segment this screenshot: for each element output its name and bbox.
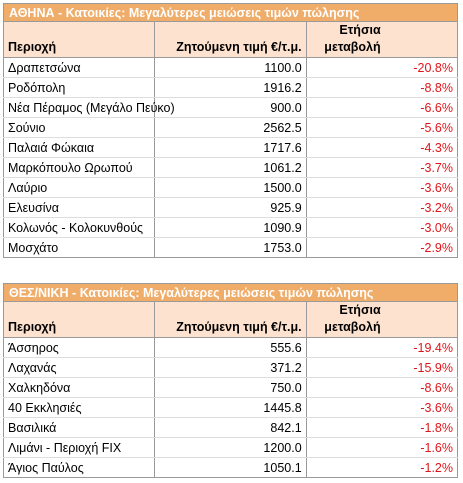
cell-change: -6.6% (306, 98, 457, 118)
cell-change: -3.2% (306, 198, 457, 218)
cell-price: 900.0 (155, 98, 306, 118)
cell-change: -3.6% (306, 178, 457, 198)
cell-change: -1.8% (306, 418, 457, 438)
table-row (4, 158, 458, 178)
table-row (4, 78, 458, 98)
cell-price: 1916.2 (155, 78, 306, 98)
cell-price: 750.0 (155, 378, 306, 398)
header-change (306, 302, 457, 338)
cell-price: 1061.2 (155, 158, 306, 178)
table-row (4, 378, 458, 398)
cell-area: Μαρκόπουλο Ωρωπού (4, 158, 155, 178)
thessaloniki-table (3, 283, 458, 478)
cell-area: Παλαιά Φώκαια (4, 138, 155, 158)
table-row (4, 338, 458, 358)
cell-area: Μοσχάτο (4, 238, 155, 258)
table-title-row (4, 4, 458, 22)
table-row (4, 198, 458, 218)
table-title: ΘΕΣ/ΝΙΚΗ - Κατοικίες: Μεγαλύτερες μειώσεις τιμών πώλησης (4, 284, 458, 302)
cell-price: 1100.0 (155, 58, 306, 78)
cell-price: 1200.0 (155, 438, 306, 458)
table-row (4, 138, 458, 158)
header-row (4, 22, 458, 58)
cell-change: -2.9% (306, 238, 457, 258)
cell-area: 40 Εκκλησιές (4, 398, 155, 418)
cell-price: 925.9 (155, 198, 306, 218)
cell-area: Δραπετσώνα (4, 58, 155, 78)
cell-change: -8.8% (306, 78, 457, 98)
cell-area: Λαχανάς (4, 358, 155, 378)
table-row (4, 98, 458, 118)
cell-change: -8.6% (306, 378, 457, 398)
cell-price: 2562.5 (155, 118, 306, 138)
table-row (4, 398, 458, 418)
cell-change: -1.6% (306, 438, 457, 458)
cell-price: 371.2 (155, 358, 306, 378)
cell-area: Ελευσίνα (4, 198, 155, 218)
header-area: Περιοχή (4, 22, 155, 58)
cell-change: -1.2% (306, 458, 457, 478)
cell-change: -3.0% (306, 218, 457, 238)
cell-price: 1445.8 (155, 398, 306, 418)
cell-change: -3.7% (306, 158, 457, 178)
table-row (4, 418, 458, 438)
header-change-label: Ετήσια μεταβολή (324, 23, 381, 54)
cell-area: Σούνιο (4, 118, 155, 138)
cell-area: Νέα Πέραμος (Μεγάλο Πεύκο) (4, 98, 155, 118)
table-row (4, 238, 458, 258)
header-price (155, 302, 306, 338)
cell-area: Κολωνός - Κολοκυνθούς (4, 218, 155, 238)
table-row (4, 178, 458, 198)
cell-area: Άσσηρος (4, 338, 155, 358)
header-change (306, 22, 457, 58)
table-row (4, 458, 458, 478)
cell-change: -15.9% (306, 358, 457, 378)
table-row (4, 438, 458, 458)
cell-change: -5.6% (306, 118, 457, 138)
cell-area: Άγιος Παύλος (4, 458, 155, 478)
header-price-label: Ζητούμενη τιμή €/τ.μ. (176, 320, 302, 334)
header-price-label: Ζητούμενη τιμή €/τ.μ. (176, 40, 302, 54)
header-price (155, 22, 306, 58)
cell-change: -3.6% (306, 398, 457, 418)
cell-price: 1090.9 (155, 218, 306, 238)
header-row (4, 302, 458, 338)
cell-area: Ροδόπολη (4, 78, 155, 98)
table-title: ΑΘΗΝΑ - Κατοικίες: Μεγαλύτερες μειώσεις τιμών πώλησης (4, 4, 458, 22)
cell-price: 1717.6 (155, 138, 306, 158)
cell-price: 555.6 (155, 338, 306, 358)
athens-table (3, 3, 458, 258)
cell-area: Λαύριο (4, 178, 155, 198)
header-change-label: Ετήσια μεταβολή (324, 303, 381, 334)
table-title-row (4, 284, 458, 302)
cell-price: 842.1 (155, 418, 306, 438)
table-row (4, 358, 458, 378)
cell-price: 1050.1 (155, 458, 306, 478)
header-area: Περιοχή (4, 302, 155, 338)
table-row (4, 118, 458, 138)
cell-area: Χαλκηδόνα (4, 378, 155, 398)
cell-change: -19.4% (306, 338, 457, 358)
cell-change: -4.3% (306, 138, 457, 158)
cell-change: -20.8% (306, 58, 457, 78)
cell-area: Βασιλικά (4, 418, 155, 438)
table-row (4, 218, 458, 238)
cell-price: 1500.0 (155, 178, 306, 198)
table-row (4, 58, 458, 78)
cell-price: 1753.0 (155, 238, 306, 258)
cell-area: Λιμάνι - Περιοχή FIX (4, 438, 155, 458)
